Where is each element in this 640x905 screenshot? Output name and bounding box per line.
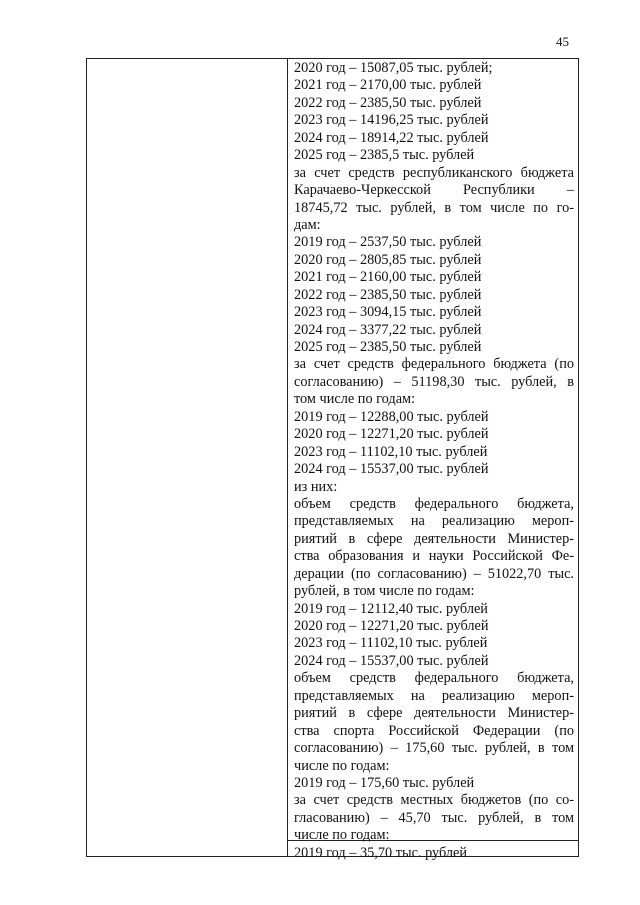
text-line: из них: xyxy=(294,478,338,495)
text-line: 2025 год – 2385,50 тыс. рублей xyxy=(294,339,482,355)
text-line: 2020 год – 12271,20 тыс. рублей xyxy=(294,426,489,443)
text-line: числе по годам: xyxy=(294,757,390,774)
text-line: дерации (по согласованию) – 51022,70 тыс. xyxy=(294,565,574,582)
text-line: за счет средств местных бюджетов (по со- xyxy=(294,792,574,809)
text-line: рублей, в том числе по годам: xyxy=(294,583,475,600)
text-line: 2020 год – 12271,20 тыс. рублей xyxy=(294,618,489,634)
text-line: 2021 год – 2170,00 тыс. рублей xyxy=(294,77,482,94)
text-line: 2023 год – 11102,10 тыс. рублей xyxy=(294,635,488,652)
text-line: Карачаево-Черкесской Республики – xyxy=(294,182,574,199)
text-line: за счет средств федерального бюджета (по xyxy=(294,356,574,373)
text-line: согласованию) – 51198,30 тыс. рублей, в xyxy=(294,373,574,390)
text-line: числе по годам: xyxy=(294,827,390,844)
text-line: 2024 год – 3377,22 тыс. рублей xyxy=(294,321,482,338)
financing-details-cell xyxy=(294,60,574,862)
column-divider xyxy=(287,59,288,856)
text-line: 2019 год – 12288,00 тыс. рублей xyxy=(294,408,489,425)
text-line: дам: xyxy=(294,216,321,233)
text-line: представляемых на реализацию мероп- xyxy=(294,513,574,530)
page-number: 45 xyxy=(556,34,569,49)
text-line: за счет средств республиканского бюджета xyxy=(294,164,574,181)
text-line: 2019 год – 2537,50 тыс. рублей xyxy=(294,234,482,251)
text-line: 2020 год – 15087,05 тыс. рублей; xyxy=(294,60,493,76)
text-line: 2022 год – 2385,50 тыс. рублей xyxy=(294,94,482,111)
text-line: согласованию) – 175,60 тыс. рублей, в том xyxy=(294,740,574,757)
text-line: 18745,72 тыс. рублей, в том числе по го- xyxy=(294,199,574,216)
text-line: 2021 год – 2160,00 тыс. рублей xyxy=(294,269,482,286)
text-line: 2023 год – 14196,25 тыс. рублей xyxy=(294,112,489,129)
text-line: 2024 год – 15537,00 тыс. рублей xyxy=(294,461,489,478)
text-line: ства образования и науки Российской Фе- xyxy=(294,548,574,565)
text-line: объем средств федерального бюджета, xyxy=(294,670,574,687)
text-line: 2023 год – 3094,15 тыс. рублей xyxy=(294,304,482,321)
text-line: объем средств федерального бюджета, xyxy=(294,495,574,512)
text-line: риятий в сфере деятельности Министер- xyxy=(294,530,574,547)
text-line: том числе по годам: xyxy=(294,391,416,408)
text-line: представляемых на реализацию мероп- xyxy=(294,687,574,704)
text-line: 2025 год – 2385,5 тыс. рублей xyxy=(294,147,475,164)
text-line: 2020 год – 2805,85 тыс. рублей xyxy=(294,251,482,268)
text-line: 2022 год – 2385,50 тыс. рублей xyxy=(294,286,482,303)
financing-table xyxy=(86,58,579,861)
text-line: 2023 год – 11102,10 тыс. рублей xyxy=(294,443,488,460)
text-line: 2024 год – 15537,00 тыс. рублей xyxy=(294,652,489,669)
text-line: 2019 год – 175,60 тыс. рублей xyxy=(294,774,475,791)
text-line: ства спорта Российской Федерации (по xyxy=(294,722,574,739)
text-line: гласованию) – 45,70 тыс. рублей, в том xyxy=(294,809,574,826)
text-line: 2019 год – 12112,40 тыс. рублей xyxy=(294,600,488,617)
text-line: 2024 год – 18914,22 тыс. рублей xyxy=(294,129,489,146)
text-line: 2019 год – 35,70 тыс. рублей xyxy=(294,844,468,861)
text-line: риятий в сфере деятельности Министер- xyxy=(294,705,574,722)
